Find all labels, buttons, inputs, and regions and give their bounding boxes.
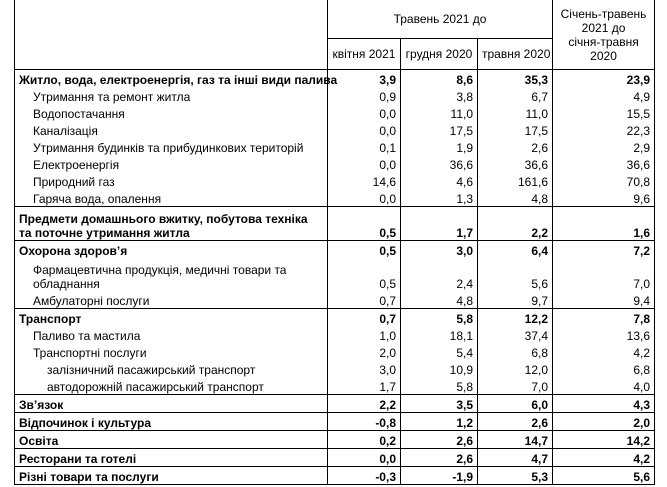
value-cell: 23,9 [553,70,655,88]
header-ytd-line1: Січень-травень [560,6,647,21]
value-cell: 36,6 [401,155,478,172]
value-cell: 0,5 [328,207,401,241]
table-row [15,87,655,104]
value-cell: 1,7 [328,377,401,395]
value-cell: 5,6 [478,258,553,291]
value-cell: 3,8 [401,87,478,104]
value-cell: 6,8 [553,360,655,377]
table-row [15,138,655,155]
value-cell: 0,0 [328,189,401,207]
table-row [15,413,655,431]
header-group-label: Травень 2021 до [328,0,553,39]
value-cell: 161,6 [478,172,553,189]
header-ytd-line3: січня-травня [568,34,639,49]
value-cell: 37,4 [478,326,553,343]
value-cell: 11,0 [478,104,553,121]
value-cell: 2,6 [478,413,553,431]
value-cell: 6,7 [478,87,553,104]
value-cell: 2,6 [478,138,553,155]
table-row [15,241,655,259]
value-cell: 1,9 [401,138,478,155]
value-cell: 4,2 [553,343,655,360]
row-label: Зв’язок [15,395,328,413]
value-cell: 5,3 [478,467,553,485]
value-cell: 22,3 [553,121,655,138]
table-row [15,360,655,377]
table-row [15,343,655,360]
row-label: автодорожній пасажирський транспорт [15,377,328,395]
value-cell: 12,0 [478,360,553,377]
value-cell: 8,6 [401,70,478,88]
value-cell: 3,5 [401,395,478,413]
value-cell: 5,8 [401,377,478,395]
value-cell: -1,9 [401,467,478,485]
value-cell: 6,0 [478,395,553,413]
value-cell: 3,0 [328,360,401,377]
value-cell: 4,6 [401,172,478,189]
cpi-table-container [14,0,654,485]
price-index-table [14,0,655,485]
value-cell: 0,9 [328,87,401,104]
table-row [15,104,655,121]
value-cell: -0,3 [328,467,401,485]
row-label: Освіта [15,431,328,449]
row-label: Електроенергія [15,155,328,172]
value-cell: 0,2 [328,431,401,449]
row-label: Паливо та мастила [15,326,328,343]
row-label: Каналізація [15,121,328,138]
value-cell: 0,0 [328,449,401,467]
table-row [15,172,655,189]
table-row [15,431,655,449]
value-cell: 35,3 [478,70,553,88]
row-label: Водопостачання [15,104,328,121]
value-cell: 17,5 [478,121,553,138]
header-ytd-line2: 2021 до [581,20,626,35]
value-cell: 3,0 [401,241,478,259]
value-cell: 36,6 [553,155,655,172]
value-cell: 6,4 [478,241,553,259]
value-cell: 2,0 [553,413,655,431]
value-cell: 0,0 [328,155,401,172]
value-cell: 5,4 [401,343,478,360]
value-cell: 0,5 [328,241,401,259]
value-cell: 0,7 [328,309,401,327]
row-label: Утримання та ремонт житла [15,87,328,104]
value-cell: 2,2 [478,207,553,241]
row-label: Гаряча вода, опалення [15,189,328,207]
table-row [15,291,655,309]
value-cell: 15,5 [553,104,655,121]
table-row [15,155,655,172]
value-cell: 1,7 [401,207,478,241]
value-cell: 4,3 [553,395,655,413]
value-cell: 14,7 [478,431,553,449]
value-cell: 7,8 [553,309,655,327]
table-row [15,449,655,467]
row-label: Різні товари та послуги [15,467,328,485]
table-row [15,467,655,485]
value-cell: 2,0 [328,343,401,360]
value-cell: 2,2 [328,395,401,413]
value-cell: 0,7 [328,291,401,309]
row-label: Житло, вода, електроенергія, газ та інші види палива [15,70,328,88]
value-cell: 0,5 [328,258,401,291]
value-cell: 12,2 [478,309,553,327]
value-cell: 14,2 [553,431,655,449]
value-cell: 1,0 [328,326,401,343]
value-cell: 7,2 [553,241,655,259]
header-ytd [553,0,655,70]
row-label: Транспортні послуги [15,343,328,360]
value-cell: 0,1 [328,138,401,155]
value-cell: 1,6 [553,207,655,241]
table-row [15,207,655,241]
value-cell: 4,9 [553,87,655,104]
value-cell: 1,3 [401,189,478,207]
value-cell: 13,6 [553,326,655,343]
value-cell: 4,8 [478,189,553,207]
header-ytd-line4: 2020 [590,48,617,63]
row-label: Амбулаторні послуги [15,291,328,309]
value-cell: 3,9 [328,70,401,88]
table-row [15,189,655,207]
value-cell: 0,0 [328,104,401,121]
value-cell: 2,6 [401,449,478,467]
value-cell: 7,0 [553,258,655,291]
value-cell: 6,8 [478,343,553,360]
value-cell: 4,2 [553,449,655,467]
row-label: Транспорт [15,309,328,327]
header-col-may: травня 2020 [478,39,553,70]
table-row [15,70,655,88]
table-row [15,309,655,327]
value-cell: 7,0 [478,377,553,395]
header-col-december: грудня 2020 [401,39,478,70]
row-label: Фармацевтична продукція, медичні товари та обладнання [15,258,328,291]
row-label: Утримання будинків та прибудинкових територій [15,138,328,155]
table-row [15,395,655,413]
value-cell: 1,2 [401,413,478,431]
table-row [15,258,655,291]
row-label: Природний газ [15,172,328,189]
value-cell: 14,6 [328,172,401,189]
row-label: Ресторани та готелі [15,449,328,467]
table-row [15,121,655,138]
value-cell: 17,5 [401,121,478,138]
value-cell: -0,8 [328,413,401,431]
value-cell: 10,9 [401,360,478,377]
row-label: Відпочинок і культура [15,413,328,431]
row-label: Предмети домашнього вжитку, побутова техніка та поточне утримання житла [15,207,328,241]
value-cell: 2,6 [401,431,478,449]
value-cell: 4,0 [553,377,655,395]
value-cell: 36,6 [478,155,553,172]
table-body [15,70,655,485]
value-cell: 70,8 [553,172,655,189]
value-cell: 11,0 [401,104,478,121]
value-cell: 4,7 [478,449,553,467]
value-cell: 9,4 [553,291,655,309]
header-col-april: квітня 2021 [328,39,401,70]
value-cell: 18,1 [401,326,478,343]
value-cell: 2,4 [401,258,478,291]
value-cell: 5,8 [401,309,478,327]
table-row [15,326,655,343]
header-empty-cell [15,0,328,70]
value-cell: 5,6 [553,467,655,485]
row-label: залізничний пасажирський транспорт [15,360,328,377]
value-cell: 9,7 [478,291,553,309]
value-cell: 2,9 [553,138,655,155]
value-cell: 4,8 [401,291,478,309]
table-row [15,377,655,395]
row-label: Охорона здоров’я [15,241,328,259]
value-cell: 9,6 [553,189,655,207]
value-cell: 0,0 [328,121,401,138]
